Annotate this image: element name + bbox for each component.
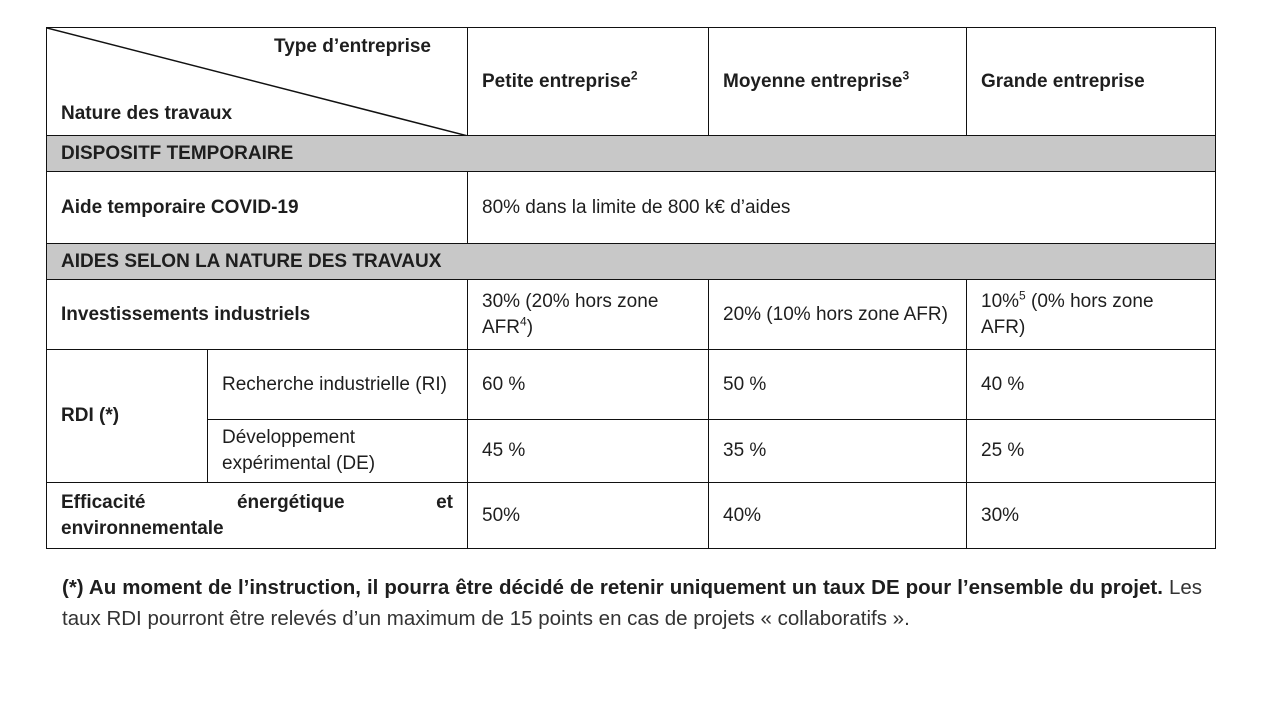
section-row (47, 136, 1216, 172)
footnote-bold: (*) Au moment de l’instruction, il pourra être décidé de retenir uniquement un taux DE pour l’ensemble du projet. (62, 576, 1163, 599)
efficiency-medium: 40% (709, 483, 967, 549)
header-row (47, 28, 1216, 136)
footnote-ref-2: 2 (630, 68, 638, 83)
col-header-large: Grande entreprise (967, 28, 1216, 136)
footnote-regular: Les taux RDI pourront être relevés d’un maximum de 15 points en cas de projets « collaboratifs ». (62, 576, 1202, 630)
footnote-ref-4: 4 (520, 314, 527, 329)
row-label-efficiency: Efficacité énergétique et environnementale (47, 483, 468, 549)
industrial-large: 10%$^5$ (0% hors zone AFR) (967, 280, 1216, 350)
section-by-nature: AIDES SELON LA NATURE DES TRAVAUX (47, 244, 1216, 280)
work-nature-label: Nature des travaux (61, 103, 233, 124)
efficiency-large: 30% (967, 483, 1216, 549)
rdi-ri-medium: 50 % (709, 350, 967, 420)
rdi-de-small: 45 % (468, 420, 709, 483)
rdi-de-label: Développement expérimental (DE) (208, 420, 468, 483)
industrial-small: 30% (20% hors zone AFR$^4$) (468, 280, 709, 350)
row-label-industrial: Investissements industriels (47, 280, 468, 350)
table-row (47, 172, 1216, 244)
footnote-ref-5: 5 (1019, 288, 1026, 303)
rdi-de-medium: 35 % (709, 420, 967, 483)
footnote-ref-3: 3 (902, 68, 910, 83)
col-header-small: Petite entreprise$^2$ (468, 28, 709, 136)
table-row (47, 280, 1216, 350)
row-label-rdi: RDI (*) (47, 350, 208, 483)
col-header-medium: Moyenne entreprise$^3$ (709, 28, 967, 136)
section-row (47, 244, 1216, 280)
industrial-medium: 20% (10% hors zone AFR) (709, 280, 967, 350)
rdi-ri-small: 60 % (468, 350, 709, 420)
efficiency-small: 50% (468, 483, 709, 549)
footnote-text (62, 572, 1202, 634)
rdi-de-large: 25 % (967, 420, 1216, 483)
rdi-ri-label: Recherche industrielle (RI) (208, 350, 468, 420)
table-row (47, 483, 1216, 549)
covid-value: 80% dans la limite de 800 k€ d’aides (468, 172, 1216, 244)
diagonal-header-cell (47, 28, 468, 136)
company-type-label: Type d’entreprise (274, 36, 431, 57)
table-row (47, 420, 1216, 483)
aid-rates-table (46, 27, 1216, 549)
rdi-ri-large: 40 % (967, 350, 1216, 420)
row-label-covid: Aide temporaire COVID-19 (47, 172, 468, 244)
section-temporary: DISPOSITF TEMPORAIRE (47, 136, 1216, 172)
table-row (47, 350, 1216, 420)
